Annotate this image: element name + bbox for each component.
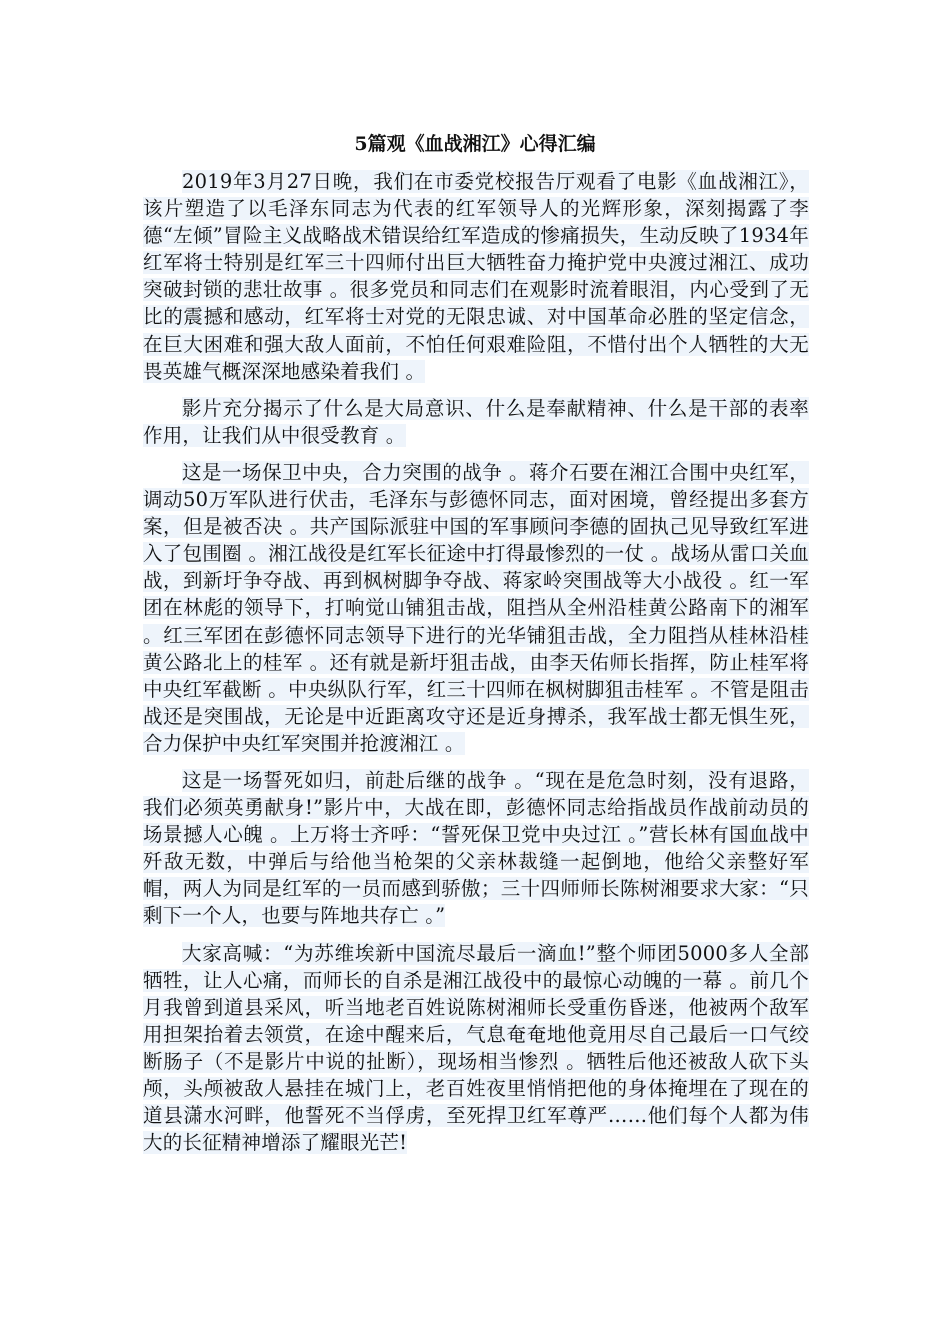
paragraph-text: 这是一场保卫中央，合力突围的战争 。蒋介石要在湘江合围中央红军，调动50万军队进行伏击，毛泽东与彭德怀同志，面对困境，曾经提出多套方案，但是被否决 。共产国际派驻中国的军事顾问李德的固执己见导致红军进入了包围圈 。湘江战役是红军长征途中打得最惨烈的一仗 。战场从雷口关血战，到新圩争夺战、再到枫树脚争夺战、蒋家岭突围战等大小战役 。红一军团在林彪的领导下，打响觉山铺狙击战，阻挡从全州沿桂黄公路南下的湘军 。红三军团在彭德怀同志领导下进行的光华铺狙击战，全力阻挡从桂林沿桂黄公路北上的桂军 。还有就是新圩狙击战，由李天佑师长指挥，防止桂军将中央红军截断 。中央纵队行军，红三十四师在枫树脚狙击桂军 。不管是阻击战还是突围战，无论是中近距离攻守还是近身搏杀，我军战士都无惧生死，合力保护中央红军突围并抢渡湘江 。 — [143, 460, 809, 755]
document-title: 5篇观《血战湘江》心得汇编 — [354, 133, 596, 155]
paragraph-text: 大家高喊：“为苏维埃新中国流尽最后一滴血!”整个师团5000多人全部牺牲，让人心痛，而师长的自杀是湘江战役中的最惊心动魄的一幕 。前几个月我曾到道县采风，听当地老百姓说陈树湘师长受重伤昏迷，他被两个敌军用担架抬着去领赏，在途中醒来后，气息奄奄地他竟用尽自己最后一口气绞断肠子（不是影片中说的扯断），现场相当惨烈 。牺牲后他还被敌人砍下头颅，头颅被敌人悬挂在城门上，老百姓夜里悄悄把他的身体掩埋在了现在的道县潇水河畔，他誓死不当俘虏，至死捍卫红军尊严……他们每个人都为伟大的长征精神增添了耀眼光芒! — [143, 941, 809, 1155]
paragraph — [143, 395, 809, 449]
paragraph-text: 影片充分揭示了什么是大局意识、什么是奉献精神、什么是干部的表率作用，让我们从中很受教育 。 — [143, 396, 809, 447]
document-body — [143, 168, 809, 1166]
paragraph-text: 2019年3月27日晚，我们在市委党校报告厅观看了电影《血战湘江》，该片塑造了以毛泽东同志为代表的红军领导人的光辉形象，深刻揭露了李德“左倾”冒险主义战略战术错误给红军造成的惨痛损失，生动反映了1934年红军将士特别是红军三十四师付出巨大牺牲奋力掩护党中央渡过湘江、成功突破封锁的悲壮故事 。很多党员和同志们在观影时流着眼泪，内心受到了无比的震撼和感动，红军将士对党的无限忠诚、对中国革命必胜的坚定信念，在巨大困难和强大敌人面前，不怕任何艰难险阻，不惜付出个人牺牲的大无畏英雄气概深深地感染着我们 。 — [143, 170, 809, 383]
paragraph-text: 这是一场誓死如归，前赴后继的战争 。“现在是危急时刻，没有退路，我们必须英勇献身!”影片中，大战在即，彭德怀同志给指战员作战前动员的场景撼人心魄 。上万将士齐呼：“誓死保卫党中央过江 。”营长林有国血战中歼敌无数，中弹后与给他当枪架的父亲林裁缝一起倒地，他给父亲整好军帽，两人为同是红军的一员而感到骄傲；三十四师师长陈树湘要求大家：“只剩下一个人，也要与阵地共存亡 。” — [143, 768, 809, 928]
paragraph — [143, 459, 809, 757]
paragraph — [143, 940, 809, 1157]
paragraph — [143, 767, 809, 930]
paragraph — [143, 168, 809, 385]
